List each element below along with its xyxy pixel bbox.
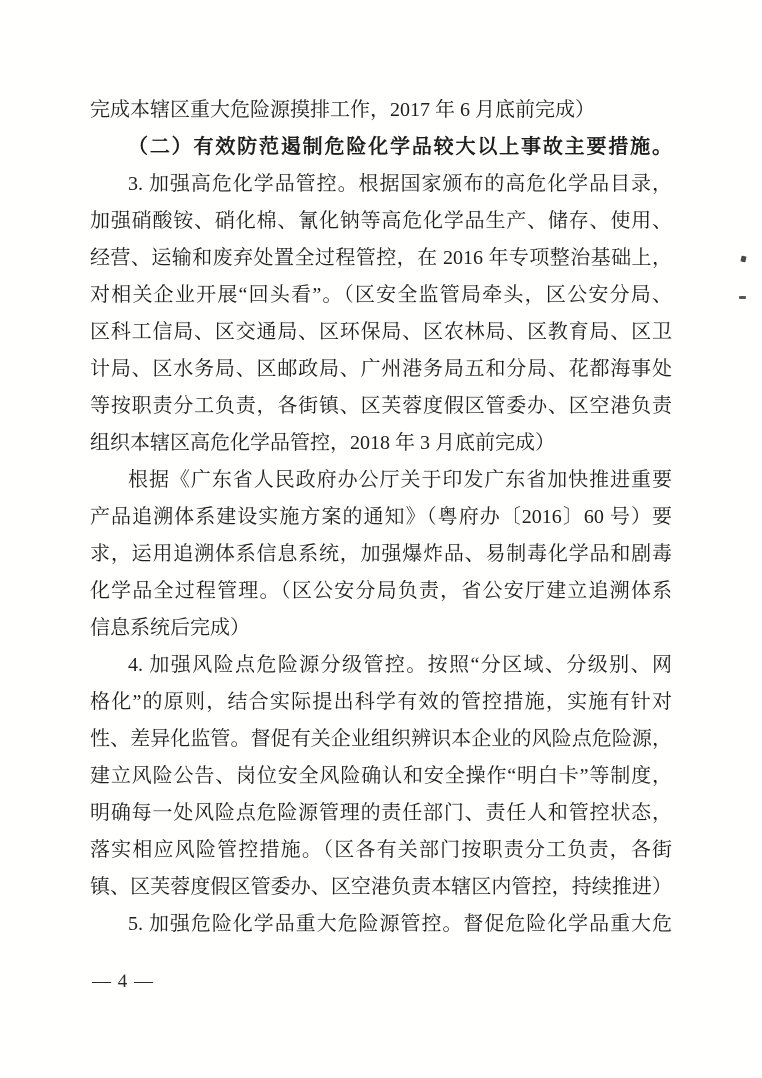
- text-line: 计局、区水务局、区邮政局、广州港务局五和分局、花都海事处: [90, 358, 672, 380]
- text-line: 等按职责分工负责，各街镇、区芙蓉度假区管委办、区空港负责: [90, 395, 672, 417]
- text-line: 性、差异化监管。督促有关企业组织辨识本企业的风险点危险源，: [90, 728, 672, 750]
- text-line: 信息系统后完成）: [90, 617, 250, 639]
- scan-artifact-speck: [739, 296, 746, 299]
- text-line: 3. 加强高危化学品管控。根据国家颁布的高危化学品目录，: [128, 173, 672, 195]
- text-line: 完成本辖区重大危险源摸排工作，2017 年 6 月底前完成）: [90, 99, 595, 121]
- text-line: 5. 加强危险化学品重大危险源管控。督促危险化学品重大危: [128, 913, 672, 935]
- text-line: 落实相应风险管控措施。（区各有关部门按职责分工负责，各街: [90, 839, 672, 861]
- text-line: 区科工信局、区交通局、区环保局、区农林局、区教育局、区卫: [90, 321, 672, 343]
- text-line: 根据《广东省人民政府办公厅关于印发广东省加快推进重要: [128, 469, 672, 491]
- page-number: — 4 —: [92, 971, 154, 992]
- text-line: 建立风险公告、岗位安全风险确认和安全操作“明白卡”等制度，: [90, 765, 672, 787]
- text-line: 产品追溯体系建设实施方案的通知》（粤府办〔2016〕60 号）要: [90, 506, 672, 528]
- scan-artifact-speck: [740, 256, 746, 263]
- text-line: 对相关企业开展“回头看”。（区安全监管局牵头，区公安分局、: [90, 284, 672, 306]
- document-body: [90, 92, 672, 943]
- text-line: 格化”的原则，结合实际提出科学有效的管控措施，实施有针对: [90, 691, 672, 713]
- text-line: 镇、区芙蓉度假区管委办、区空港负责本辖区内管控，持续推进）: [90, 876, 672, 898]
- text-line: 经营、运输和废弃处置全过程管控，在 2016 年专项整治基础上，: [90, 247, 672, 269]
- text-line: 加强硝酸铵、硝化棉、氰化钠等高危化学品生产、储存、使用、: [90, 210, 672, 232]
- text-line: 4. 加强风险点危险源分级管控。按照“分区域、分级别、网: [128, 654, 672, 676]
- text-line: 求，运用追溯体系信息系统，加强爆炸品、易制毒化学品和剧毒: [90, 543, 672, 565]
- text-line: 化学品全过程管理。（区公安分局负责，省公安厅建立追溯体系: [90, 580, 672, 602]
- text-line: 组织本辖区高危化学品管控，2018 年 3 月底前完成）: [90, 432, 555, 454]
- section-heading: （二）有效防范遏制危险化学品较大以上事故主要措施。: [128, 136, 672, 158]
- text-line: 明确每一处风险点危险源管理的责任部门、责任人和管控状态，: [90, 802, 672, 824]
